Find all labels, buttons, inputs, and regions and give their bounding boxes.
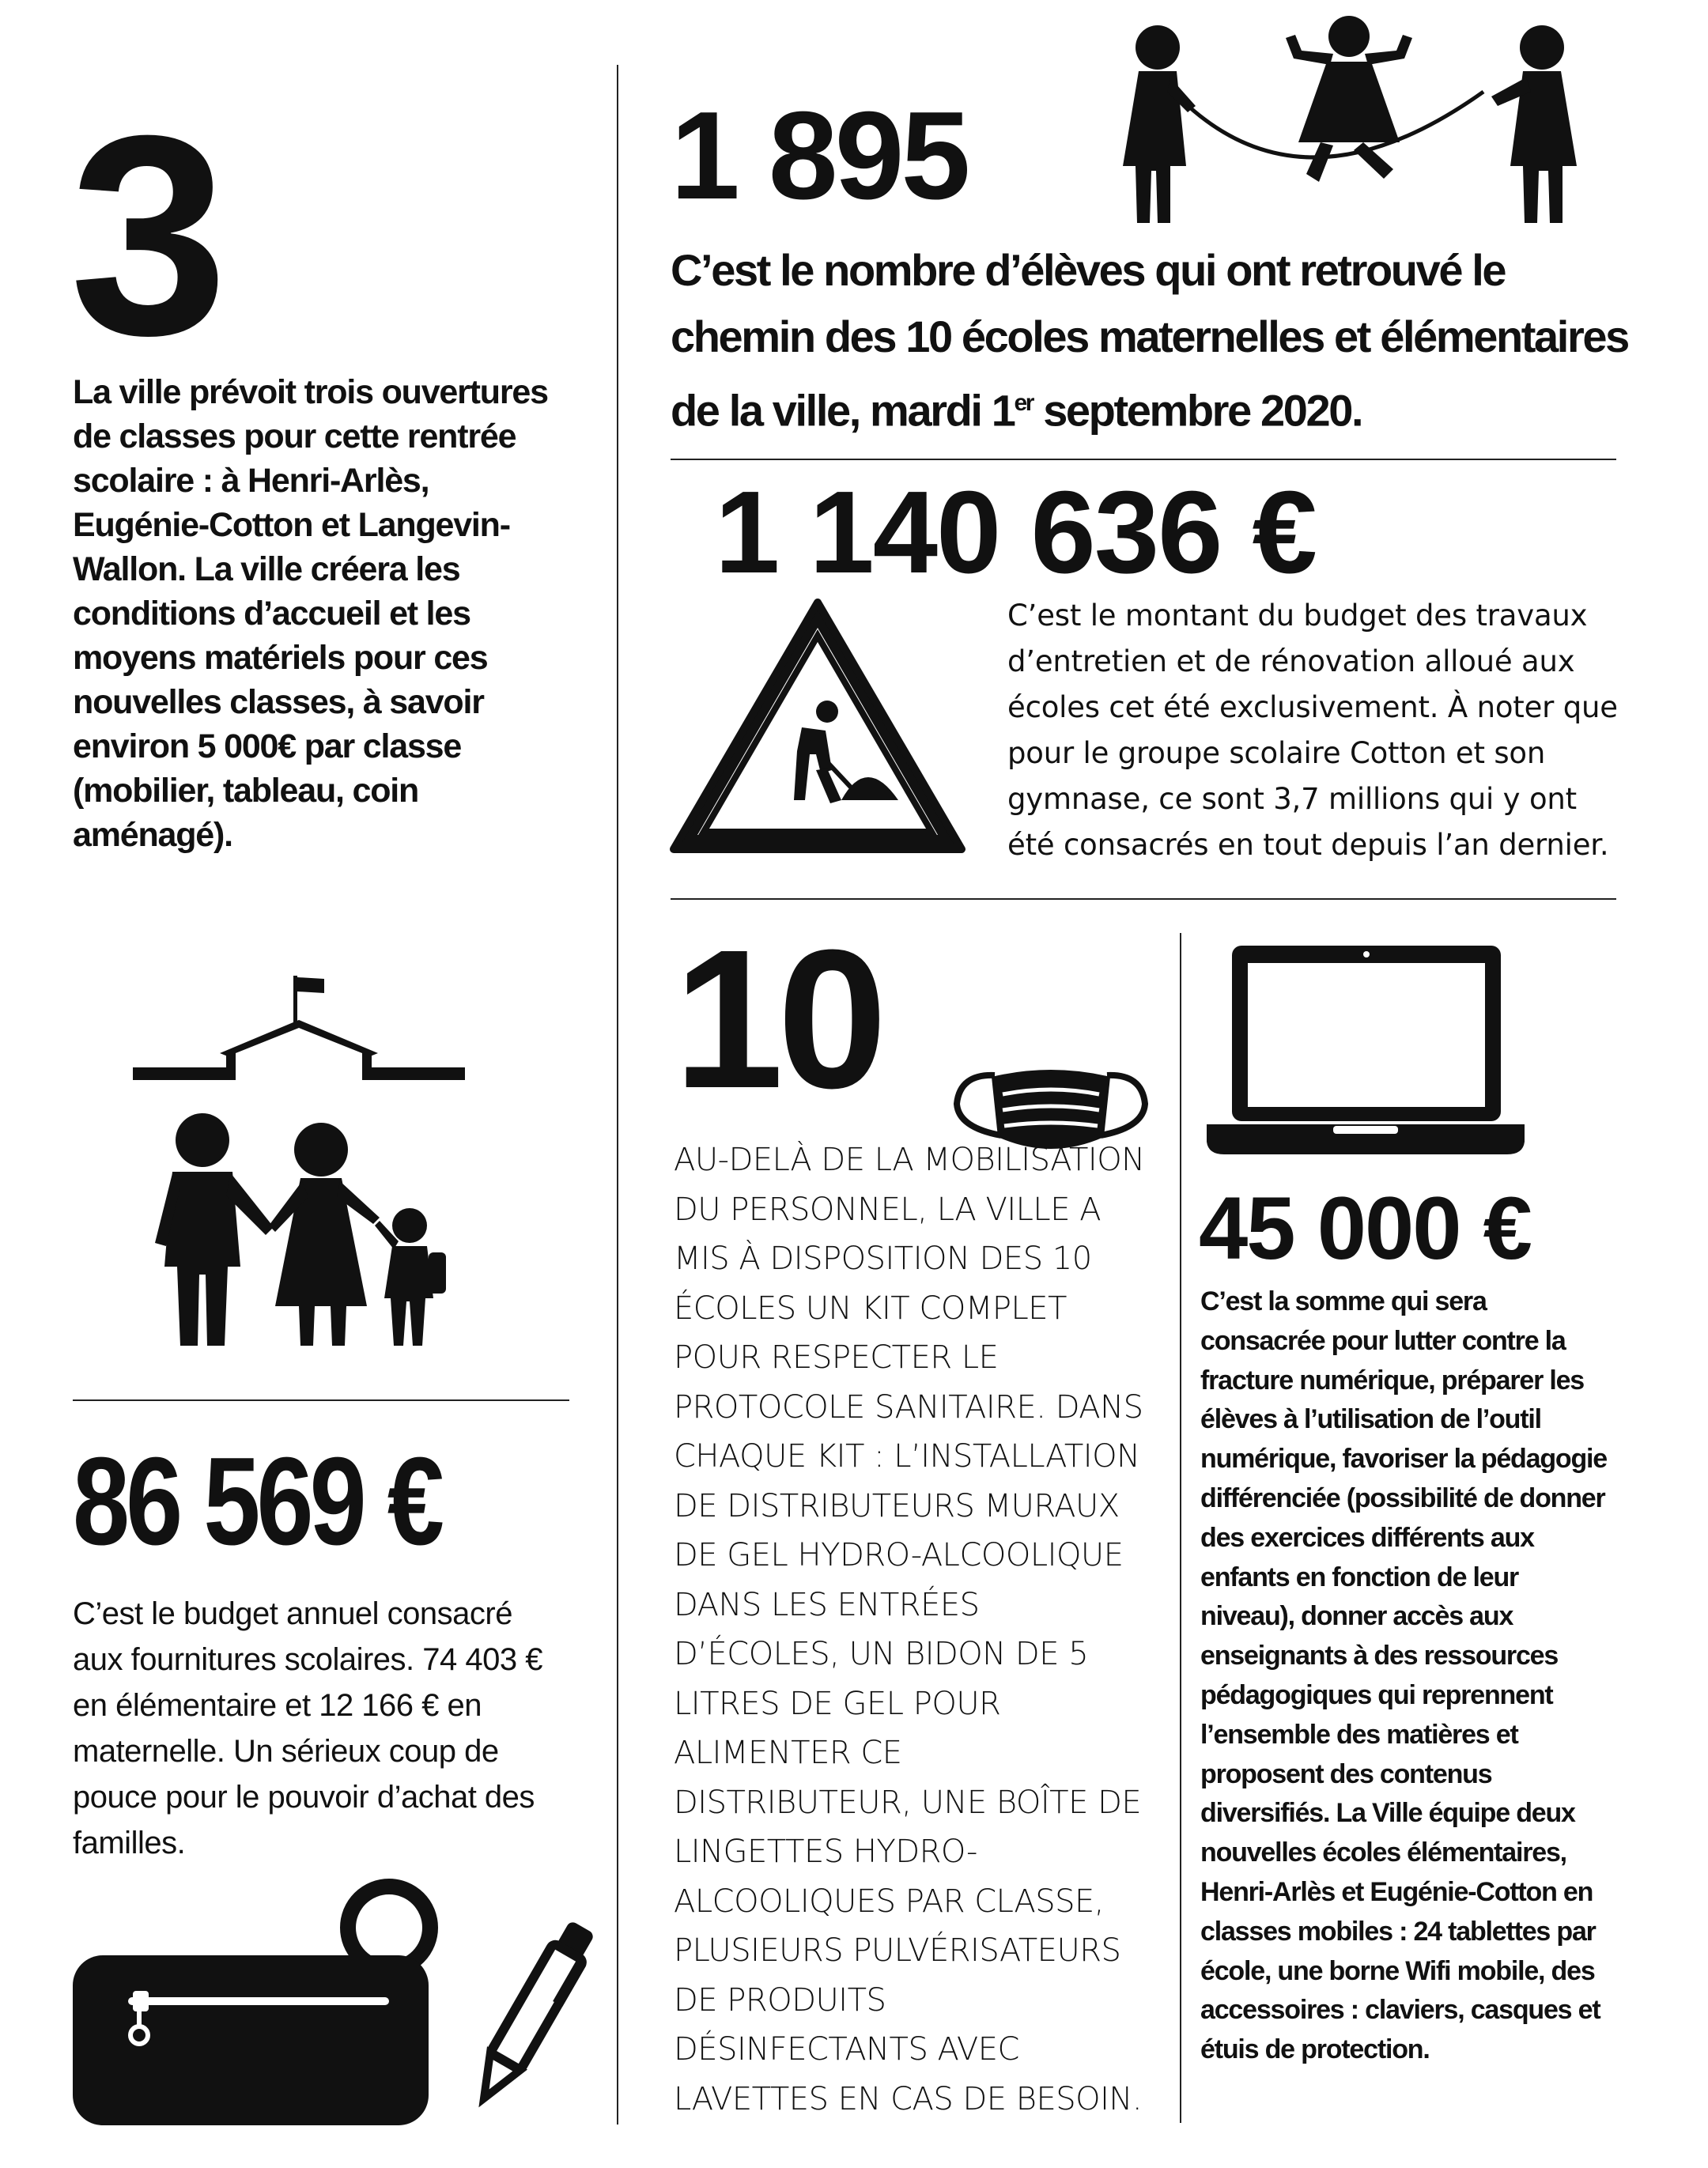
stat-10-text: AU-DELÀ DE LA MOBILISATION DU PERSONNEL, LA VILLE A MIS À DISPOSITION DES 10 ÉCOLES UN KIT COMPLET POUR RESPECTER LE PROTOCOLE SANITAIRE. DANS CHAQUE KIT : L’INSTALLATION DE DISTRIBUTEURS MURAUX DE GEL HYDRO-ALCOOLIQUE DANS LES ENTRÉES D’ÉCOLES, UN BIDON DE 5 LITRES DE GEL POUR ALIMENTER CE DISTRIBUTEUR, UNE BOÎTE DE LINGETTES HYDRO-ALCOOLIQUES PAR CLASSE, PLUSIEURS PULVÉRISATEURS DE PRODUITS DÉSINFECTANTS AVEC LAVETTES EN CAS DE BESOIN. bbox=[674, 1142, 1145, 2117]
right-divider-1 bbox=[671, 459, 1616, 460]
stat-86569-text: C’est le budget annuel consacré aux fournitures scolaires. 74 403 € en élémentaire et 12 166 € en maternelle. Un sérieux coup de pouce pour le pouvoir d’achat des familles. bbox=[73, 1596, 542, 1860]
stat-3-text: La ville prévoit trois ouvertures de classes pour cette rentrée scolaire : à Henri-Arlès, Eugénie-Cotton et Langevin-Wallon. La ville créera les conditions d’accueil et les moyens matériels pour ces nouvelles classes, à savoir environ 5 000€ par classe (mobilier, tableau, coin aménagé). bbox=[73, 373, 548, 854]
stat-1895-number: 1 895 bbox=[671, 86, 968, 225]
main-vertical-divider bbox=[617, 65, 618, 2125]
stat-1895-text bbox=[671, 237, 1635, 444]
pencil-case-icon bbox=[73, 1872, 436, 2125]
right-divider-2 bbox=[671, 898, 1616, 900]
left-divider bbox=[73, 1399, 569, 1401]
children-jump-rope-icon bbox=[1112, 16, 1594, 223]
stat-1140636-text: C’est le montant du budget des travaux d’entretien et de rénovation alloué aux écoles cet été exclusivement. À noter que pour le groupe scolaire Cotton et son gymnase, ce sont 3,7 millions qui y ont été consacrés en tout depuis l’an dernier. bbox=[1007, 599, 1618, 862]
stat-3-number: 3 bbox=[70, 77, 221, 395]
stat-1895-text-end: septembre 2020. bbox=[1033, 385, 1362, 436]
stat-45000-number: 45 000 € bbox=[1199, 1179, 1531, 1278]
roadwork-sign-icon bbox=[669, 596, 966, 857]
stat-1895-text-sup: er bbox=[1014, 390, 1033, 416]
pen-icon bbox=[468, 1913, 595, 2119]
right-inner-divider bbox=[1180, 933, 1181, 2123]
school-family-icon bbox=[133, 974, 465, 1346]
laptop-icon bbox=[1207, 942, 1525, 1158]
stat-1140636-number: 1 140 636 € bbox=[715, 467, 1316, 598]
stat-45000-text: C’est la somme qui sera consacrée pour lutter contre la fracture numérique, préparer les élèves à l’utilisation de l’outil numérique, favoriser la pédagogie différenciée (possibilité de donner des exercices différents aux enfants en fonction de leur niveau), donner accès aux enseignants à des ressources pédagogiques qui reprennent l’ensemble des matières et proposent des contenus diversifiés. La Ville équipe deux nouvelles écoles élémentaires, Henri-Arlès et Eugénie-Cotton en classes mobiles : 24 tablettes par école, une borne Wifi mobile, des accessoires : claviers, casques et étuis de protection. bbox=[1200, 1286, 1607, 2065]
stat-1895-text-main: C’est le nombre d’élèves qui ont retrouvé le chemin des 10 écoles maternelles et élémentaires de la ville, mardi 1 bbox=[671, 245, 1628, 436]
stat-10-number: 10 bbox=[674, 908, 882, 1129]
stat-86569-number: 86 569 € bbox=[73, 1432, 440, 1571]
